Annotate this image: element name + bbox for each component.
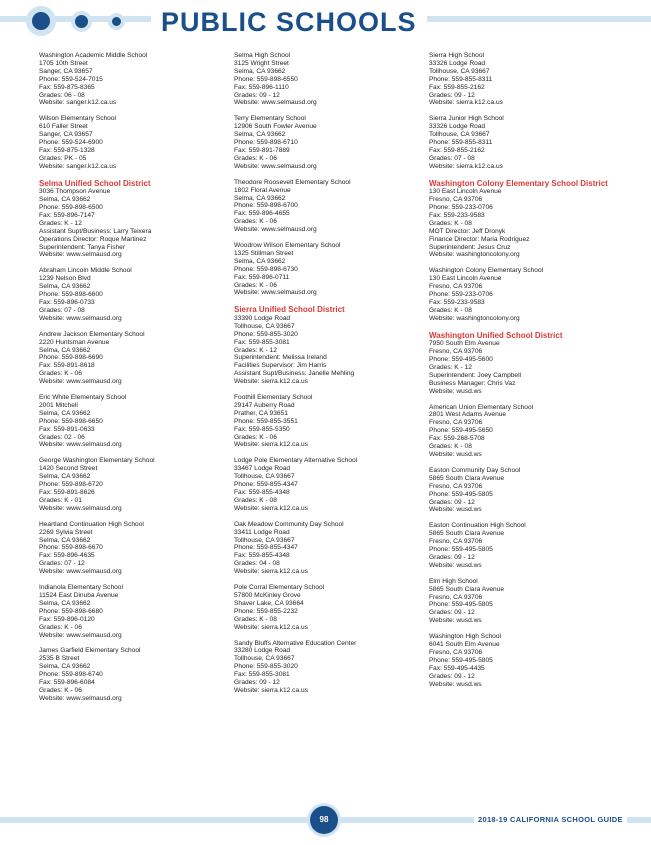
entry-detail-line: 11524 East Dinuba Avenue — [39, 591, 119, 599]
district-entry — [429, 331, 614, 396]
entry-detail-line: Fax: 559-896-4655 — [234, 210, 290, 218]
entry-detail-line: Selma, CA 93662 — [39, 473, 91, 481]
school-name: Easton Continuation High School — [429, 522, 526, 530]
entry-detail-line: Phone: 559-898-6650 — [39, 417, 103, 425]
entry-detail-line: Grades: 02 - 06 — [39, 433, 85, 441]
entry-detail-line: Tollhouse, CA 93667 — [234, 536, 295, 544]
school-name: Heartland Continuation High School — [39, 520, 144, 528]
school-entry — [429, 633, 614, 688]
school-entry — [234, 584, 419, 631]
column-1 — [39, 52, 224, 711]
entry-detail-line: Finance Director: Maria Rodriguez — [429, 235, 530, 243]
entry-detail-line: Tollhouse, CA 93667 — [234, 322, 295, 330]
entry-detail-line: Phone: 559-855-3551 — [234, 417, 298, 425]
school-entry — [429, 578, 614, 625]
entry-detail-line: Fax: 559-875-1328 — [39, 146, 95, 154]
district-entry — [39, 179, 224, 260]
school-name: Pole Corral Elementary School — [234, 584, 325, 592]
district-name: Selma Unified School District — [39, 178, 151, 188]
school-entry — [429, 467, 614, 514]
entry-detail-line: Fax: 559-855-4348 — [234, 489, 290, 496]
entry-detail-line: Website: www.selmausd.org — [39, 378, 122, 386]
entry-detail-line: Phone: 559-898-6600 — [39, 291, 103, 299]
entry-detail-line: 1325 Stillman Street — [234, 249, 294, 257]
entry-detail-line: Selma, CA 93662 — [234, 194, 286, 202]
entry-detail-line: Grades: 09 - 12 — [429, 91, 475, 99]
school-entry — [39, 521, 224, 576]
school-entry — [39, 331, 224, 386]
entry-detail-line: Website: wusd.ws — [429, 506, 482, 514]
entry-detail-line: Grades: K - 12 — [234, 346, 277, 354]
entry-detail-line: Grades: K - 06 — [39, 623, 82, 631]
entry-detail-line: Fax: 559-891-8626 — [39, 489, 95, 496]
school-name: Indianola Elementary School — [39, 584, 123, 592]
school-name: Oak Meadow Community Day School — [234, 520, 344, 528]
school-entry — [234, 242, 419, 297]
entry-detail-line: Operations Director: Roque Martinez — [39, 235, 147, 243]
entry-detail-line: Selma, CA 93662 — [39, 536, 91, 544]
school-name: George Washington Elementary School — [39, 457, 155, 465]
entry-detail-line: Selma, CA 93662 — [39, 196, 91, 204]
entry-detail-line: Fresno, CA 93706 — [429, 593, 483, 601]
entry-detail-line: Website: www.selmausd.org — [39, 441, 122, 449]
entry-detail-line: Fax: 559-896-6084 — [39, 679, 95, 687]
page-number: 98 — [310, 806, 338, 834]
entry-detail-line: 57800 McKinley Grove — [234, 591, 301, 599]
entry-detail-line: Grades: K - 06 — [234, 218, 277, 226]
entry-detail-line: Selma, CA 93662 — [234, 131, 286, 139]
district-name: Washington Colony Elementary School District — [429, 178, 608, 188]
entry-detail-line: Grades: K - 06 — [234, 154, 277, 162]
entry-detail-line: 33411 Lodge Road — [234, 528, 290, 536]
entry-detail-line: Sanger, CA 93657 — [39, 67, 93, 75]
entry-detail-line: Phone: 559-855-8311 — [429, 75, 493, 83]
entry-detail-line: Grades: 09 - 12 — [234, 679, 280, 687]
entry-detail-line: Grades: 06 - 08 — [39, 91, 85, 99]
entry-detail-line: 5865 South Clara Avenue — [429, 530, 505, 538]
header-dot-large — [28, 8, 54, 34]
school-entry — [234, 457, 419, 512]
entry-detail-line: 29147 Auberry Road — [234, 401, 295, 409]
entry-detail-line: 3125 Wright Street — [234, 59, 289, 67]
school-entry — [234, 394, 419, 449]
school-name: Woodrow Wilson Elementary School — [234, 242, 341, 250]
entry-detail-line: Fresno, CA 93706 — [429, 419, 483, 427]
entry-detail-line: Business Manager: Chris Vaz — [429, 379, 516, 387]
entry-detail-line: Fax: 559-896-0120 — [39, 615, 95, 623]
entry-detail-line: Assistant Supt/Business: Larry Teixera — [39, 227, 152, 235]
entry-detail-line: 1239 Nelson Blvd — [39, 275, 91, 283]
entry-detail-line: Selma, CA 93662 — [234, 257, 286, 265]
entry-detail-line: 610 Faller Street — [39, 123, 88, 131]
entry-detail-line: Phone: 559-524-6900 — [39, 139, 103, 147]
entry-detail-line: 130 East Lincoln Avenue — [429, 188, 502, 196]
school-name: Terry Elementary School — [234, 115, 306, 123]
entry-detail-line: Phone: 559-898-6710 — [234, 139, 298, 147]
entry-detail-line: Website: sierra.k12.ca.us — [234, 686, 308, 694]
entry-detail-line: Grades: 09 - 12 — [429, 609, 475, 617]
entry-detail-line: Website: wusd.ws — [429, 450, 482, 458]
school-name: Theodore Roosevelt Elementary School — [234, 178, 351, 186]
page-title: PUBLIC SCHOOLS — [151, 6, 427, 38]
entry-detail-line: Grades: K - 08 — [429, 306, 472, 314]
entry-detail-line: Fax: 559-233-9583 — [429, 211, 485, 219]
entry-detail-line: Superintendent: Joey Campbell — [429, 371, 522, 379]
entry-detail-line: Tollhouse, CA 93667 — [234, 473, 295, 481]
school-entry — [429, 267, 614, 322]
entry-detail-line: Phone: 559-898-6720 — [39, 481, 103, 489]
entry-detail-line: Grades: 09 - 12 — [429, 553, 475, 561]
school-entry — [429, 522, 614, 569]
school-entry — [39, 584, 224, 639]
entry-detail-line: Fax: 559-891-0633 — [39, 425, 95, 433]
entry-detail-line: Fax: 559-875-8365 — [39, 83, 95, 91]
entry-detail-line: Fax: 559-896-7147 — [39, 211, 95, 219]
school-name: Lodge Pole Elementary Alternative School — [234, 457, 358, 465]
school-name: Andrew Jackson Elementary School — [39, 330, 145, 338]
entry-detail-line: Selma, CA 93662 — [234, 67, 286, 75]
entry-detail-line: Website: sanger.k12.ca.us — [39, 99, 117, 107]
entry-detail-line: Fax: 559-891-8618 — [39, 362, 95, 370]
entry-detail-line: Grades: K - 08 — [429, 219, 472, 227]
entry-detail-line: Fax: 559-233-9583 — [429, 298, 485, 306]
entry-detail-line: 33326 Lodge Road — [429, 123, 486, 131]
entry-detail-line: Phone: 559-495-5650 — [429, 427, 493, 435]
entry-detail-line: Grades: K - 06 — [39, 370, 82, 378]
entry-detail-line: Phone: 559-495-5600 — [429, 356, 493, 363]
entry-detail-line: Website: www.selmausd.org — [39, 251, 122, 259]
school-name: Washington Academic Middle School — [39, 52, 148, 59]
column-2 — [234, 52, 419, 703]
entry-detail-line: 2535 B Street — [39, 655, 80, 663]
entry-detail-line: Grades: K - 01 — [39, 496, 82, 504]
entry-detail-line: Fresno, CA 93706 — [429, 538, 483, 546]
school-entry — [39, 394, 224, 449]
entry-detail-line: Phone: 559-898-6670 — [39, 544, 103, 552]
school-name: Foothill Elementary School — [234, 394, 313, 402]
entry-detail-line: MOT Director: Jeff Dronyk — [429, 227, 506, 235]
entry-detail-line: Tollhouse, CA 93667 — [429, 131, 490, 139]
entry-detail-line: Website: www.selmausd.org — [39, 568, 122, 576]
entry-detail-line: Website: www.selmausd.org — [234, 226, 317, 234]
school-entry — [39, 52, 224, 107]
entry-detail-line: Phone: 559-495-5805 — [429, 546, 493, 554]
entry-detail-line: Tollhouse, CA 93667 — [429, 67, 490, 75]
entry-detail-line: Grades: K - 12 — [429, 363, 472, 371]
entry-detail-line: Grades: 07 - 12 — [39, 560, 85, 568]
column-3 — [429, 52, 614, 697]
entry-detail-line: 6041 South Elm Avenue — [429, 641, 500, 649]
entry-detail-line: Selma, CA 93662 — [39, 283, 91, 291]
entry-detail-line: Phone: 559-855-4347 — [234, 544, 298, 552]
entry-detail-line: Website: www.selmausd.org — [234, 99, 317, 107]
entry-detail-line: Website: sierra.k12.ca.us — [234, 378, 308, 386]
entry-detail-line: 130 East Lincoln Avenue — [429, 275, 502, 283]
entry-detail-line: Fax: 559-495-4435 — [429, 664, 485, 672]
school-entry — [234, 115, 419, 170]
entry-detail-line: Sanger, CA 93657 — [39, 131, 93, 139]
school-name: Washington High School — [429, 633, 501, 641]
entry-detail-line: 2001 Mitchell — [39, 401, 78, 409]
school-name: American Union Elementary School — [429, 403, 534, 411]
entry-detail-line: Fax: 559-268-5708 — [429, 435, 485, 443]
entry-detail-line: Website: sanger.k12.ca.us — [39, 162, 117, 170]
school-entry — [234, 640, 419, 695]
school-name: Washington Colony Elementary School — [429, 267, 544, 275]
entry-detail-line: Superintendent: Melissa Ireland — [234, 354, 327, 362]
school-name: Sierra High School — [429, 52, 484, 59]
entry-detail-line: Grades: 09 - 12 — [429, 672, 475, 680]
entry-detail-line: 33326 Lodge Road — [429, 59, 486, 67]
entry-detail-line: Website: sierra.k12.ca.us — [429, 99, 503, 107]
header-dot-medium — [71, 11, 92, 32]
entry-detail-line: Selma, CA 93662 — [39, 409, 91, 417]
entry-detail-line: Phone: 559-855-3020 — [234, 330, 298, 338]
entry-detail-line: Phone: 559-233-0706 — [429, 204, 493, 211]
entry-detail-line: Grades: PK - 05 — [39, 154, 87, 162]
entry-detail-line: 2269 Sylvia Street — [39, 528, 93, 536]
entry-detail-line: 2801 West Adams Avenue — [429, 411, 507, 419]
entry-detail-line: Grades: 07 - 08 — [39, 306, 85, 314]
entry-detail-line: Phone: 559-855-4347 — [234, 481, 298, 489]
school-name: James Garfield Elementary School — [39, 647, 141, 655]
entry-detail-line: 1420 Second Street — [39, 465, 98, 473]
district-name: Sierra Unified School District — [234, 305, 345, 315]
entry-detail-line: Grades: K - 06 — [234, 433, 277, 441]
school-name: Easton Community Day School — [429, 466, 521, 474]
entry-detail-line: Website: wusd.ws — [429, 387, 482, 395]
entry-detail-line: Shaver Lake, CA 93664 — [234, 599, 304, 607]
entry-detail-line: Website: www.selmausd.org — [234, 162, 317, 170]
entry-detail-line: Assistant Supt/Business: Janelle Mehling — [234, 370, 355, 378]
entry-detail-line: 12906 South Fowler Avenue — [234, 123, 317, 131]
entry-detail-line: Website: www.selmausd.org — [39, 694, 122, 702]
school-entry — [39, 115, 224, 170]
entry-detail-line: Phone: 559-855-8311 — [429, 139, 493, 147]
entry-detail-line: Website: washingtoncolony.org — [429, 251, 520, 259]
entry-detail-line: Website: wusd.ws — [429, 680, 482, 688]
entry-detail-line: Grades: K - 08 — [234, 615, 277, 623]
entry-detail-line: Website: www.selmausd.org — [39, 504, 122, 512]
school-entry — [39, 647, 224, 702]
entry-detail-line: Prather, CA 93651 — [234, 409, 288, 417]
entry-detail-line: Fax: 559-855-5350 — [234, 425, 290, 433]
entry-detail-line: Fax: 559-896-0711 — [234, 273, 290, 281]
entry-detail-line: Phone: 559-898-6730 — [234, 265, 298, 273]
entry-detail-line: Tollhouse, CA 93667 — [234, 655, 295, 663]
school-name: Sierra Junior High School — [429, 115, 504, 123]
entry-detail-line: Phone: 559-898-6680 — [39, 607, 103, 615]
entry-detail-line: 33390 Lodge Road — [234, 314, 291, 322]
entry-detail-line: Phone: 559-855-3020 — [234, 663, 298, 671]
entry-detail-line: Grades: 09 - 12 — [234, 91, 280, 99]
entry-detail-line: 5865 South Clara Avenue — [429, 585, 505, 593]
entry-detail-line: Phone: 559-898-6740 — [39, 671, 103, 679]
entry-detail-line: Fresno, CA 93706 — [429, 283, 483, 291]
entry-detail-line: 2220 Huntsman Avenue — [39, 338, 110, 346]
school-entry — [429, 115, 614, 170]
entry-detail-line: 7950 South Elm Avenue — [429, 340, 500, 348]
entry-detail-line: Website: sierra.k12.ca.us — [429, 162, 503, 170]
entry-detail-line: Superintendent: Tanya Fisher — [39, 243, 126, 251]
entry-detail-line: Selma, CA 93662 — [39, 346, 91, 354]
school-entry — [39, 267, 224, 322]
school-entry — [234, 521, 419, 576]
entry-detail-line: Website: www.selmausd.org — [39, 314, 122, 322]
entry-detail-line: Grades: K - 08 — [429, 443, 472, 451]
entry-detail-line: Grades: 07 - 08 — [429, 154, 475, 162]
entry-detail-line: 33280 Lodge Road — [234, 647, 291, 655]
school-name: Eric White Elementary School — [39, 394, 127, 402]
entry-detail-line: Superintendent: Jesus Cruz — [429, 243, 511, 251]
entry-detail-line: Fresno, CA 93706 — [429, 649, 483, 656]
guide-title: 2018-19 CALIFORNIA SCHOOL GUIDE — [474, 814, 627, 826]
entry-detail-line: Grades: K - 08 — [234, 496, 277, 504]
entry-detail-line: Grades: K - 06 — [234, 281, 277, 289]
entry-detail-line: Phone: 559-855-2232 — [234, 607, 298, 615]
entry-detail-line: Fresno, CA 93706 — [429, 482, 483, 490]
entry-detail-line: 3036 Thompson Avenue — [39, 188, 111, 196]
school-entry — [234, 179, 419, 234]
district-name: Washington Unified School District — [429, 330, 563, 340]
entry-detail-line: Fax: 559-896-0733 — [39, 298, 95, 306]
school-name: Elm High School — [429, 577, 478, 585]
entry-detail-line: Grades: 04 - 08 — [234, 560, 280, 568]
entry-detail-line: Website: washingtoncolony.org — [429, 314, 520, 322]
header-dot-small — [108, 13, 125, 30]
school-entry — [234, 52, 419, 107]
entry-detail-line: Website: sierra.k12.ca.us — [234, 441, 308, 449]
entry-detail-line: Phone: 559-495-5805 — [429, 656, 493, 664]
entry-detail-line: Phone: 559-898-6690 — [39, 354, 103, 362]
school-entry — [429, 52, 614, 107]
entry-detail-line: Fresno, CA 93706 — [429, 196, 483, 204]
entry-detail-line: Website: sierra.k12.ca.us — [234, 623, 308, 631]
entry-detail-line: 5865 South Clara Avenue — [429, 474, 505, 482]
school-entry — [39, 457, 224, 512]
entry-detail-line: Fax: 559-855-2162 — [429, 83, 485, 91]
entry-detail-line: Selma, CA 93662 — [39, 599, 91, 607]
entry-detail-line: Website: www.selmausd.org — [39, 631, 122, 639]
entry-detail-line: Phone: 559-898-6550 — [234, 75, 298, 83]
school-name: Abraham Lincoln Middle School — [39, 267, 132, 275]
entry-detail-line: Phone: 559-898-6500 — [39, 204, 103, 211]
entry-detail-line: Fax: 559-896-4635 — [39, 552, 95, 560]
entry-detail-line: Phone: 559-495-5805 — [429, 601, 493, 609]
entry-detail-line: Website: www.selmausd.org — [234, 289, 317, 297]
entry-detail-line: Phone: 559-233-0706 — [429, 291, 493, 299]
school-name: Sandy Bluffs Alternative Education Center — [234, 639, 357, 647]
school-name: Selma High School — [234, 52, 291, 59]
entry-detail-line: Website: sierra.k12.ca.us — [234, 568, 308, 576]
entry-detail-line: Fax: 559-855-3081 — [234, 338, 290, 346]
district-entry — [234, 305, 419, 386]
entry-detail-line: Grades: K - 06 — [39, 686, 82, 694]
entry-detail-line: Fresno, CA 93706 — [429, 348, 483, 356]
entry-detail-line: Fax: 559-855-3081 — [234, 671, 290, 679]
entry-detail-line: Grades: 09 - 12 — [429, 498, 475, 506]
entry-detail-line: 1705 10th Street — [39, 59, 88, 67]
entry-detail-line: Phone: 559-898-6700 — [234, 202, 298, 210]
entry-detail-line: Phone: 559-495-5805 — [429, 490, 493, 498]
entry-detail-line: Phone: 559-524-7015 — [39, 75, 103, 83]
entry-detail-line: Website: wusd.ws — [429, 561, 482, 569]
entry-detail-line: 1802 Floral Avenue — [234, 186, 291, 194]
entry-detail-line: Selma, CA 93662 — [39, 663, 91, 671]
entry-detail-line: Website: wusd.ws — [429, 617, 482, 625]
entry-detail-line: Fax: 559-896-1110 — [234, 83, 289, 91]
entry-detail-line: Fax: 559-855-2162 — [429, 146, 485, 154]
school-entry — [429, 404, 614, 459]
entry-detail-line: Fax: 559-891-7889 — [234, 146, 290, 154]
entry-detail-line: 33467 Lodge Road — [234, 465, 291, 473]
district-entry — [429, 179, 614, 260]
entry-detail-line: Website: sierra.k12.ca.us — [234, 504, 308, 512]
entry-detail-line: Fax: 559-855-4348 — [234, 552, 290, 560]
school-name: Wilson Elementary School — [39, 115, 116, 123]
entry-detail-line: Facilities Supervisor: Jim Harris — [234, 362, 327, 370]
entry-detail-line: Grades: K - 12 — [39, 219, 82, 227]
